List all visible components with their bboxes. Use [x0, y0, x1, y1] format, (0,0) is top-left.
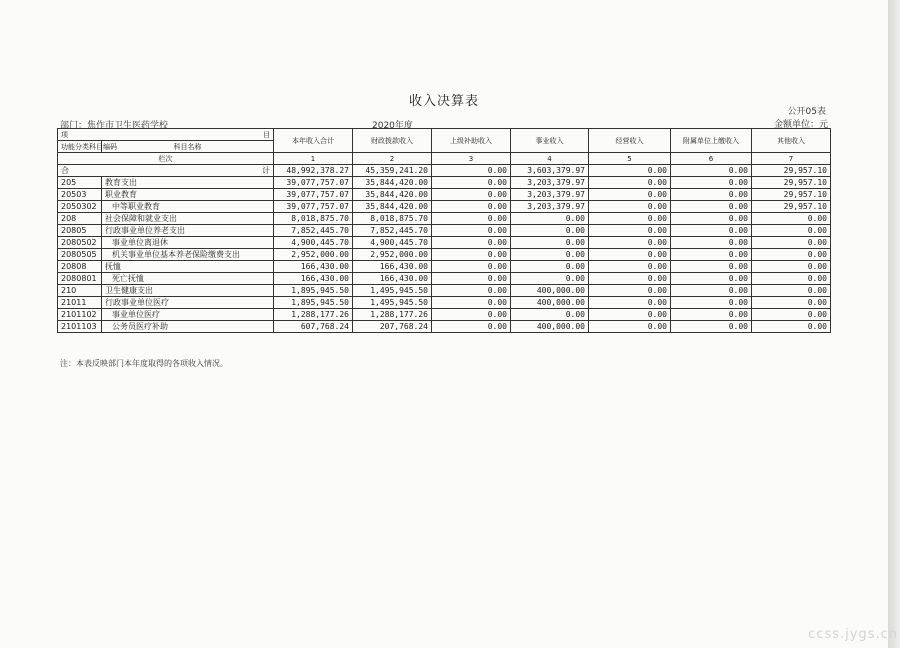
row-value-5: 0.00 — [589, 321, 671, 333]
row-value-1: 4,900,445.70 — [274, 237, 353, 249]
row-code: 2080505 — [58, 249, 102, 261]
table-row — [58, 189, 831, 201]
row-value-6: 0.00 — [671, 273, 752, 285]
row-value-2: 7,852,445.70 — [353, 225, 432, 237]
row-name: 社会保障和就业支出 — [102, 213, 274, 225]
row-value-1: 7,852,445.70 — [274, 225, 353, 237]
header-lanci: 栏次 — [58, 153, 274, 165]
row-value-4: 0.00 — [511, 261, 589, 273]
table-row — [58, 261, 831, 273]
row-value-6: 0.00 — [671, 285, 752, 297]
total-label-right: 计 — [262, 166, 270, 175]
row-value-6: 0.00 — [671, 261, 752, 273]
row-value-1: 166,430.00 — [274, 261, 353, 273]
total-value-4: 3,603,379.97 — [511, 165, 589, 177]
row-value-3: 0.00 — [432, 321, 511, 333]
row-value-3: 0.00 — [432, 237, 511, 249]
row-value-4: 0.00 — [511, 237, 589, 249]
row-value-1: 2,952,000.00 — [274, 249, 353, 261]
row-value-1: 39,077,757.07 — [274, 201, 353, 213]
row-value-3: 0.00 — [432, 177, 511, 189]
row-value-7: 0.00 — [752, 225, 831, 237]
row-value-5: 0.00 — [589, 285, 671, 297]
header-mu: 目 — [263, 131, 270, 139]
row-code: 208 — [58, 213, 102, 225]
row-value-2: 166,430.00 — [353, 273, 432, 285]
row-value-6: 0.00 — [671, 237, 752, 249]
table-row — [58, 225, 831, 237]
row-value-5: 0.00 — [589, 273, 671, 285]
total-label — [58, 165, 274, 177]
row-code: 20808 — [58, 261, 102, 273]
row-value-5: 0.00 — [589, 201, 671, 213]
header-col-5: 经营收入 — [589, 129, 671, 153]
row-value-5: 0.00 — [589, 237, 671, 249]
row-value-5: 0.00 — [589, 189, 671, 201]
row-value-2: 35,844,420.00 — [353, 177, 432, 189]
row-code: 2080801 — [58, 273, 102, 285]
row-value-5: 0.00 — [589, 297, 671, 309]
row-value-1: 1,288,177.26 — [274, 309, 353, 321]
row-value-2: 4,900,445.70 — [353, 237, 432, 249]
header-col-4: 事业收入 — [511, 129, 589, 153]
row-value-5: 0.00 — [589, 213, 671, 225]
row-value-7: 0.00 — [752, 261, 831, 273]
total-value-3: 0.00 — [432, 165, 511, 177]
row-value-3: 0.00 — [432, 225, 511, 237]
index-2: 2 — [353, 153, 432, 165]
row-name: 行政事业单位养老支出 — [102, 225, 274, 237]
table-row — [58, 237, 831, 249]
row-value-3: 0.00 — [432, 249, 511, 261]
row-name: 机关事业单位基本养老保险缴费支出 — [102, 249, 274, 261]
row-value-2: 1,495,945.50 — [353, 285, 432, 297]
fiscal-year: 2020年度 — [372, 121, 413, 131]
index-3: 3 — [432, 153, 511, 165]
row-code: 2080502 — [58, 237, 102, 249]
row-value-7: 0.00 — [752, 309, 831, 321]
total-value-1: 48,992,378.27 — [274, 165, 353, 177]
row-value-6: 0.00 — [671, 321, 752, 333]
table-row — [58, 213, 831, 225]
income-table — [57, 128, 831, 333]
row-value-7: 0.00 — [752, 249, 831, 261]
row-name: 事业单位医疗 — [102, 309, 274, 321]
row-value-4: 0.00 — [511, 225, 589, 237]
total-label-left: 合 — [61, 166, 69, 175]
scan-edge — [888, 0, 900, 648]
index-5: 5 — [589, 153, 671, 165]
row-value-2: 207,768.24 — [353, 321, 432, 333]
row-value-6: 0.00 — [671, 297, 752, 309]
row-value-1: 39,077,757.07 — [274, 189, 353, 201]
row-code: 2101102 — [58, 309, 102, 321]
row-value-4: 0.00 — [511, 249, 589, 261]
row-value-1: 39,077,757.07 — [274, 177, 353, 189]
row-value-1: 166,430.00 — [274, 273, 353, 285]
row-value-6: 0.00 — [671, 177, 752, 189]
form-number: 公开05表 — [787, 107, 826, 117]
table-row — [58, 285, 831, 297]
row-name: 公务员医疗补助 — [102, 321, 274, 333]
row-value-3: 0.00 — [432, 273, 511, 285]
index-4: 4 — [511, 153, 589, 165]
row-name: 中等职业教育 — [102, 201, 274, 213]
row-value-1: 1,895,945.50 — [274, 285, 353, 297]
header-code: 功能分类科目编码 — [58, 141, 102, 153]
index-6: 6 — [671, 153, 752, 165]
row-code: 20503 — [58, 189, 102, 201]
row-value-1: 607,768.24 — [274, 321, 353, 333]
row-value-7: 0.00 — [752, 321, 831, 333]
row-value-7: 0.00 — [752, 213, 831, 225]
total-row — [58, 165, 831, 177]
row-value-3: 0.00 — [432, 201, 511, 213]
row-value-4: 0.00 — [511, 273, 589, 285]
row-value-4: 0.00 — [511, 213, 589, 225]
row-value-1: 8,018,875.70 — [274, 213, 353, 225]
row-value-6: 0.00 — [671, 249, 752, 261]
row-value-3: 0.00 — [432, 285, 511, 297]
header-col-3: 上级补助收入 — [432, 129, 511, 153]
row-value-7: 29,957.10 — [752, 201, 831, 213]
row-name: 事业单位离退休 — [102, 237, 274, 249]
row-name: 职业教育 — [102, 189, 274, 201]
row-value-4: 3,203,379.97 — [511, 177, 589, 189]
row-value-3: 0.00 — [432, 261, 511, 273]
header-col-6: 附属单位上缴收入 — [671, 129, 752, 153]
index-1: 1 — [274, 153, 353, 165]
row-value-3: 0.00 — [432, 297, 511, 309]
row-name: 教育支出 — [102, 177, 274, 189]
total-value-5: 0.00 — [589, 165, 671, 177]
row-value-4: 400,000.00 — [511, 297, 589, 309]
row-value-6: 0.00 — [671, 189, 752, 201]
row-value-4: 400,000.00 — [511, 321, 589, 333]
row-value-6: 0.00 — [671, 309, 752, 321]
row-value-2: 166,430.00 — [353, 261, 432, 273]
table-row — [58, 297, 831, 309]
row-value-7: 0.00 — [752, 273, 831, 285]
row-value-2: 1,495,945.50 — [353, 297, 432, 309]
table-note: 注：本表反映部门本年度取得的各项收入情况。 — [60, 359, 228, 368]
row-value-4: 3,203,379.97 — [511, 201, 589, 213]
row-value-7: 0.00 — [752, 237, 831, 249]
total-value-2: 45,359,241.20 — [353, 165, 432, 177]
table-row — [58, 201, 831, 213]
row-value-3: 0.00 — [432, 309, 511, 321]
row-code: 21011 — [58, 297, 102, 309]
row-value-6: 0.00 — [671, 201, 752, 213]
row-value-7: 29,957.10 — [752, 177, 831, 189]
row-value-7: 0.00 — [752, 285, 831, 297]
index-7: 7 — [752, 153, 831, 165]
row-name: 抚恤 — [102, 261, 274, 273]
total-value-7: 29,957.10 — [752, 165, 831, 177]
row-name: 死亡抚恤 — [102, 273, 274, 285]
row-value-4: 3,203,379.97 — [511, 189, 589, 201]
row-value-1: 1,895,945.50 — [274, 297, 353, 309]
row-value-4: 0.00 — [511, 309, 589, 321]
row-value-5: 0.00 — [589, 309, 671, 321]
amount-unit: 金额单位：元 — [773, 120, 828, 130]
row-value-3: 0.00 — [432, 213, 511, 225]
row-value-2: 1,288,177.26 — [353, 309, 432, 321]
table-row — [58, 321, 831, 333]
row-name: 行政事业单位医疗 — [102, 297, 274, 309]
department-label: 部门：焦作市卫生医药学校 — [60, 121, 169, 131]
row-value-3: 0.00 — [432, 189, 511, 201]
row-value-2: 35,844,420.00 — [353, 201, 432, 213]
header-col-2: 财政拨款收入 — [353, 129, 432, 153]
table-row — [58, 309, 831, 321]
row-value-7: 0.00 — [752, 297, 831, 309]
row-code: 205 — [58, 177, 102, 189]
row-code: 210 — [58, 285, 102, 297]
header-name: 科目名称 — [102, 141, 274, 153]
row-value-4: 400,000.00 — [511, 285, 589, 297]
watermark: ccss.jygs.cn — [808, 627, 898, 642]
row-code: 2050302 — [58, 201, 102, 213]
row-code: 2101103 — [58, 321, 102, 333]
header-xiang-mu — [58, 129, 274, 141]
row-value-7: 29,957.10 — [752, 189, 831, 201]
header-col-1: 本年收入合计 — [274, 129, 353, 153]
row-value-6: 0.00 — [671, 225, 752, 237]
table-row — [58, 249, 831, 261]
row-value-6: 0.00 — [671, 213, 752, 225]
row-value-5: 0.00 — [589, 249, 671, 261]
table-row — [58, 177, 831, 189]
row-value-5: 0.00 — [589, 261, 671, 273]
row-value-2: 2,952,000.00 — [353, 249, 432, 261]
report-title: 收入决算表 — [408, 94, 479, 109]
row-value-5: 0.00 — [589, 225, 671, 237]
row-name: 卫生健康支出 — [102, 285, 274, 297]
header-xiang: 项 — [61, 131, 68, 139]
row-value-2: 8,018,875.70 — [353, 213, 432, 225]
row-value-2: 35,844,420.00 — [353, 189, 432, 201]
table-row — [58, 273, 831, 285]
row-code: 20805 — [58, 225, 102, 237]
row-value-5: 0.00 — [589, 177, 671, 189]
header-col-7: 其他收入 — [752, 129, 831, 153]
total-value-6: 0.00 — [671, 165, 752, 177]
